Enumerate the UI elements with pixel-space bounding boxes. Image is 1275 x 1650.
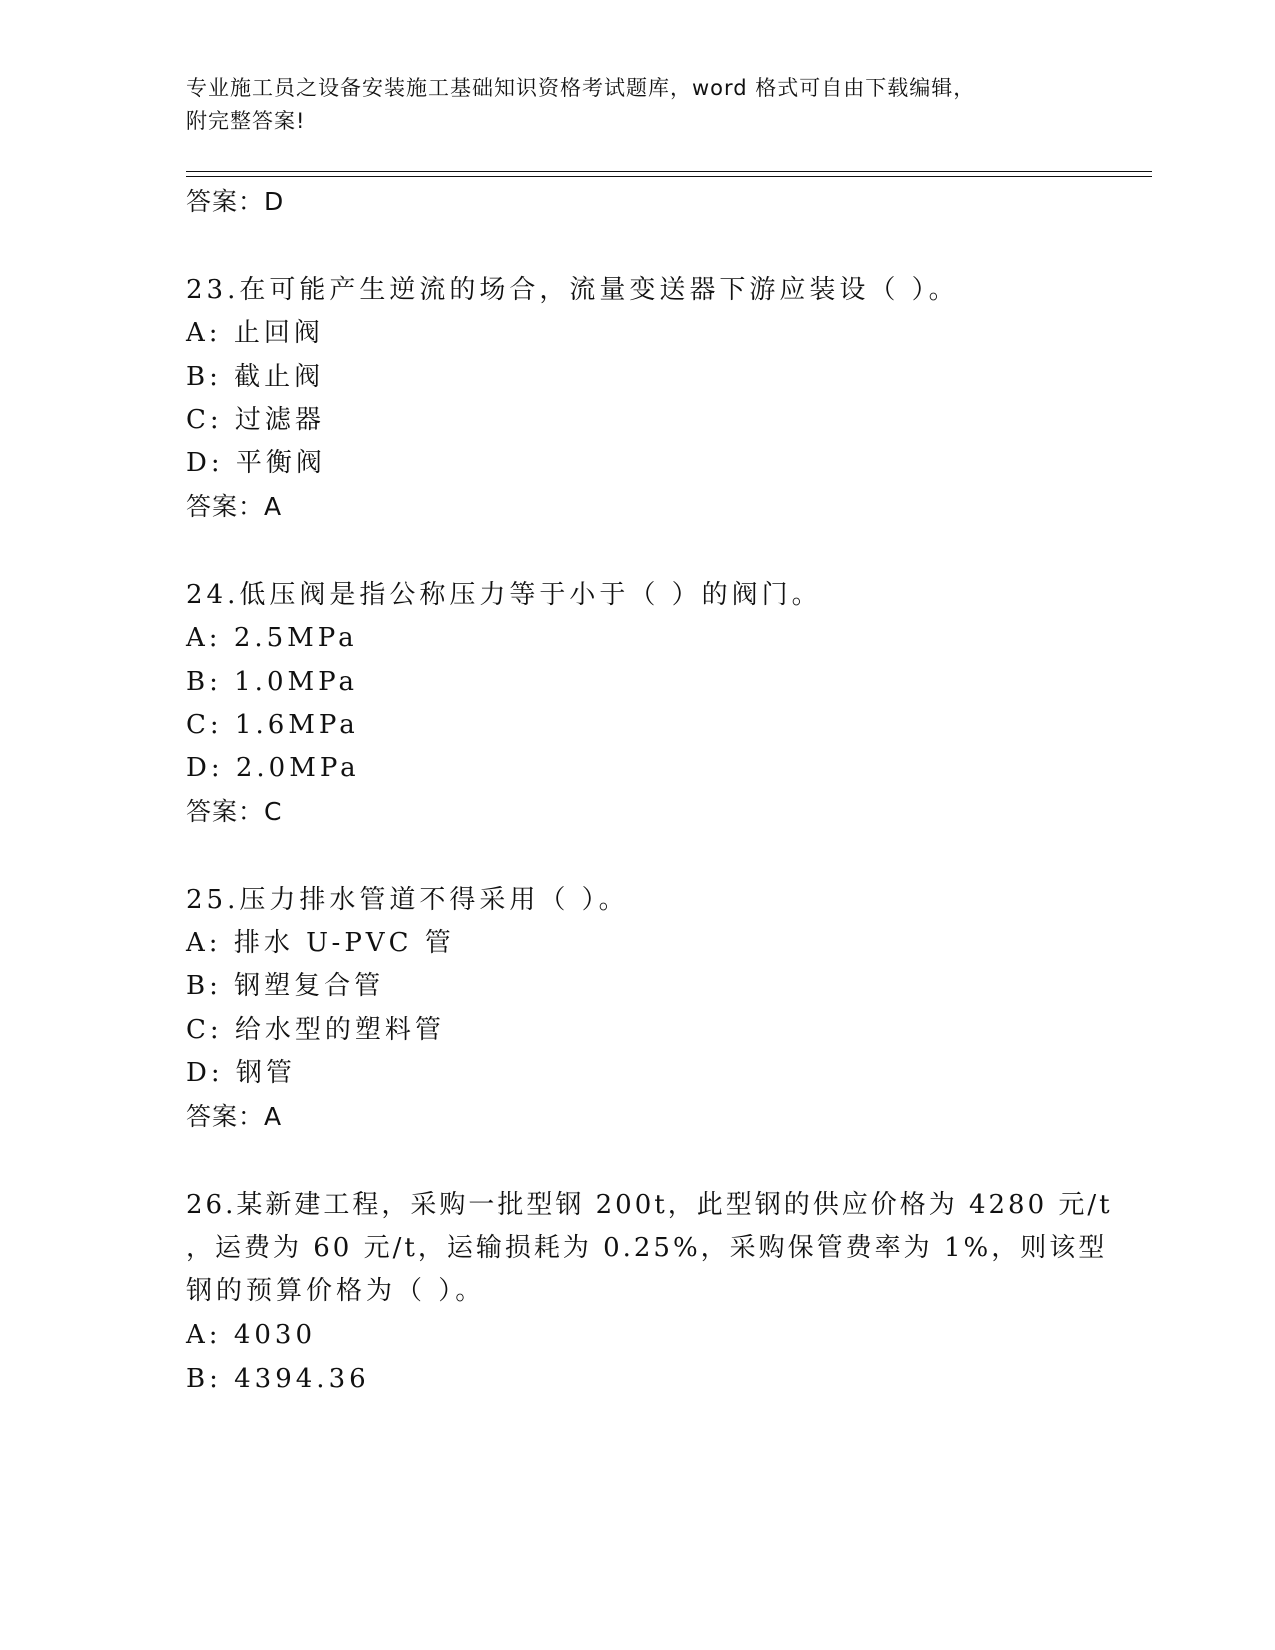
option-key: A: (186, 928, 222, 958)
question-23-answer: 答案：A (186, 492, 283, 521)
question-25-option-c (186, 1014, 445, 1046)
option-text: 过滤器 (234, 405, 325, 435)
question-26-stem-line-1: 26.某新建工程，采购一批型钢 200t，此型钢的供应价格为 4280 元/t (186, 1190, 1113, 1220)
question-26-option-b (186, 1363, 370, 1395)
option-key: C: (186, 405, 223, 435)
question-26-stem-line-3: 钢的预算价格为（ ）。 (186, 1276, 486, 1306)
option-text: 2.5MPa (233, 623, 358, 653)
option-key: C: (186, 710, 223, 740)
option-key: D: (186, 448, 224, 478)
question-24-option-a (186, 622, 358, 654)
option-text: 钢塑复合管 (234, 971, 385, 1001)
option-text: 2.0MPa (235, 753, 360, 783)
question-24-option-b (186, 666, 358, 698)
question-23-option-b (186, 361, 324, 393)
question-24-answer: 答案：C (186, 797, 283, 826)
question-25-option-d (186, 1057, 296, 1089)
option-text: 排水 U-PVC 管 (233, 928, 455, 958)
option-text: 给水型的塑料管 (234, 1015, 445, 1045)
previous-answer: 答案：D (186, 187, 285, 216)
option-text: 1.0MPa (234, 667, 358, 697)
option-key: B: (186, 362, 222, 392)
header-line-1: 专业施工员之设备安装施工基础知识资格考试题库，word 格式可自由下载编辑， (186, 76, 976, 100)
option-key: C: (186, 1015, 223, 1045)
option-key: A: (186, 318, 222, 348)
option-text: 1.6MPa (234, 710, 359, 740)
question-23-option-c (186, 404, 325, 436)
question-26-option-a (186, 1319, 316, 1351)
option-text: 止回阀 (233, 318, 324, 348)
option-text: 钢管 (235, 1058, 296, 1088)
question-25-answer: 答案：A (186, 1102, 283, 1131)
question-23-option-a (186, 317, 324, 349)
question-24-option-d (186, 752, 360, 784)
option-key: B: (186, 971, 222, 1001)
option-text: 截止阀 (234, 362, 325, 392)
option-text: 4394.36 (234, 1364, 370, 1394)
question-25-option-b (186, 970, 384, 1002)
option-key: D: (186, 753, 224, 783)
header-line-2: 附完整答案! (186, 109, 306, 133)
header-rule-top (186, 171, 1152, 172)
option-key: B: (186, 1364, 222, 1394)
question-24-option-c (186, 709, 359, 741)
question-23-option-d (186, 447, 326, 479)
option-key: A: (186, 623, 222, 653)
question-26-stem-line-2: ，运费为 60 元/t，运输损耗为 0.25%，采购保管费率为 1%，则该型 (186, 1233, 1108, 1263)
question-25-option-a (186, 927, 455, 959)
option-text: 4030 (233, 1320, 316, 1350)
question-24-stem: 24.低压阀是指公称压力等于小于（ ）的阀门。 (186, 580, 822, 610)
option-key: A: (186, 1320, 222, 1350)
header-rule-bottom (186, 176, 1152, 177)
option-key: B: (186, 667, 222, 697)
document-header (186, 72, 1086, 138)
question-23-stem: 23.在可能产生逆流的场合，流量变送器下游应装设（ ）。 (186, 275, 959, 305)
option-text: 平衡阀 (235, 448, 326, 478)
option-key: D: (186, 1058, 224, 1088)
question-25-stem: 25.压力排水管道不得采用（ ）。 (186, 885, 629, 915)
